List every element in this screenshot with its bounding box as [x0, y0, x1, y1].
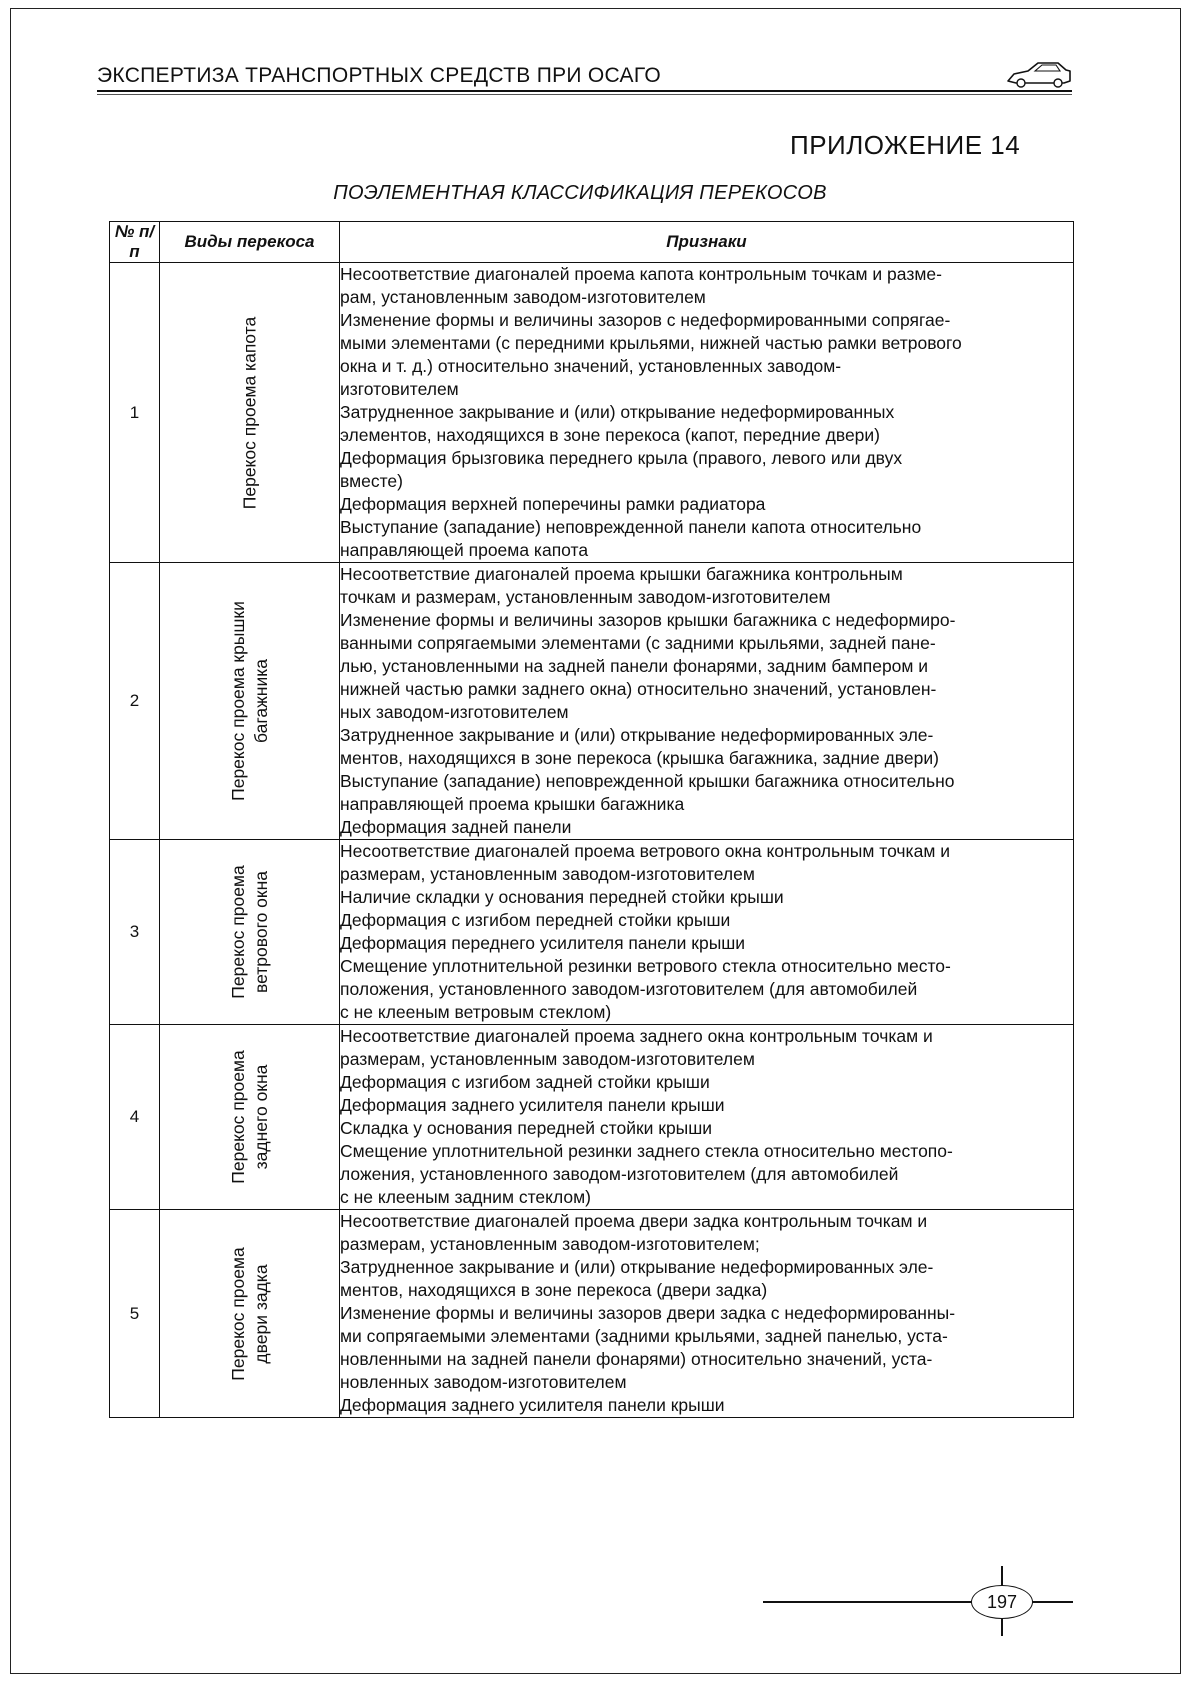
sign-line: положения, установленного заводом-изготовителем (для автомобилей [340, 979, 918, 999]
sign-line: точкам и размерам, установленным заводом-изготовителем [340, 587, 831, 607]
skew-type-cell [160, 840, 340, 1025]
row-number: 2 [110, 563, 160, 840]
sign-line: ложения, установленного заводом-изготовителем (для автомобилей [340, 1164, 899, 1184]
table-header-row [110, 222, 1074, 263]
sign-line: лью, установленными на задней панели фонарями, задним бампером и [340, 656, 929, 676]
skew-type-label [227, 1247, 273, 1380]
sign-line: Затрудненное закрывание и (или) открывание недеформированных [340, 402, 895, 422]
sign-line: Складка у основания передней стойки крыши [340, 1118, 713, 1138]
sign-line: Несоответствие диагоналей проема крышки багажника контрольным [340, 564, 903, 584]
skew-type-line: Перекос проема [227, 1050, 248, 1184]
sign-line: ментов, находящихся в зоне перекоса (крышка багажника, задние двери) [340, 748, 939, 768]
skew-type-line: ветрового окна [250, 871, 271, 993]
row-number: 5 [110, 1210, 160, 1418]
sign-line: Деформация верхней поперечины рамки радиатора [340, 494, 766, 514]
sign-line: ментов, находящихся в зоне перекоса (двери задка) [340, 1280, 768, 1300]
header-rule-thin [97, 94, 1072, 95]
sign-line: рам, установленным заводом-изготовителем [340, 287, 706, 307]
sign-line: Деформация заднего усилителя панели крыши [340, 1395, 725, 1415]
sign-line: новленными на задней панели фонарями) относительно значений, уста- [340, 1349, 933, 1369]
table-row [110, 263, 1074, 563]
sign-line: Затрудненное закрывание и (или) открывание недеформированных эле- [340, 1257, 934, 1277]
skew-type-line: двери задка [250, 1263, 271, 1364]
sign-line: Затрудненное закрывание и (или) открывание недеформированных эле- [340, 725, 934, 745]
skew-type-line: багажника [250, 659, 271, 744]
sign-line: нижней частью рамки заднего окна) относительно значений, установлен- [340, 679, 937, 699]
sign-line: Несоответствие диагоналей проема заднего окна контрольным точкам и [340, 1026, 933, 1046]
skew-type-line: заднего окна [250, 1064, 271, 1170]
signs-cell [340, 840, 1074, 1025]
skew-type-line: Перекос проема [227, 1246, 248, 1381]
sign-line: Изменение формы и величины зазоров крышки багажника с недеформиро- [340, 610, 956, 630]
sign-line: вместе) [340, 471, 403, 491]
skew-type-cell [160, 263, 340, 563]
sign-line: изготовителем [340, 379, 459, 399]
sign-line: Наличие складки у основания передней стойки крыши [340, 887, 784, 907]
running-header [97, 60, 1074, 94]
signs-cell [340, 1025, 1074, 1210]
table-body [110, 263, 1074, 1418]
sign-line: элементов, находящихся в зоне перекоса (капот, передние двери) [340, 425, 881, 445]
column-header-signs: Признаки [340, 222, 1074, 263]
sign-line: Изменение формы и величины зазоров двери задка с недеформированны- [340, 1303, 956, 1323]
signs-cell [340, 263, 1074, 563]
signs-cell [340, 1210, 1074, 1418]
sign-line: Несоответствие диагоналей проема капота контрольным точкам и разме- [340, 264, 942, 284]
sign-line: с не клееным задним стеклом) [340, 1187, 591, 1207]
skew-type-label [238, 316, 261, 508]
table-row [110, 1025, 1074, 1210]
sign-line: направляющей проема крышки багажника [340, 794, 685, 814]
skew-type-cell [160, 563, 340, 840]
row-number: 3 [110, 840, 160, 1025]
sign-line: с не клееным ветровым стеклом) [340, 1002, 612, 1022]
sign-line: Деформация с изгибом задней стойки крыши [340, 1072, 710, 1092]
table-row [110, 840, 1074, 1025]
sign-line: ми сопрягаемыми элементами (задними крыльями, задней панелью, уста- [340, 1326, 948, 1346]
table-title: ПОЭЛЕМЕНТНАЯ КЛАССИФИКАЦИЯ ПЕРЕКОСОВ [333, 182, 827, 204]
column-header-kind: Виды перекоса [160, 222, 340, 263]
skew-type-label [227, 1050, 273, 1183]
car-icon [1002, 60, 1074, 90]
sign-line: Смещение уплотнительной резинки ветрового стекла относительно место- [340, 956, 951, 976]
row-number: 1 [110, 263, 160, 563]
skew-classification-table [109, 221, 1074, 1418]
sign-line: Деформация задней панели [340, 817, 572, 837]
table-row [110, 563, 1074, 840]
sign-line: направляющей проема капота [340, 540, 589, 560]
table-row [110, 1210, 1074, 1418]
sign-line: Несоответствие диагоналей проема двери задка контрольным точкам и [340, 1211, 928, 1231]
sign-line: размерам, установленным заводом-изготовителем; [340, 1234, 760, 1254]
page-number: 197 [971, 1585, 1033, 1619]
sign-line: новленных заводом-изготовителем [340, 1372, 627, 1392]
skew-type-line: Перекос проема [227, 865, 248, 999]
skew-type-line: Перекос проема крышки [227, 601, 248, 801]
sign-line: Деформация брызговика переднего крыла (правого, левого или двух [340, 448, 903, 468]
sign-line: мыми элементами (с передними крыльями, нижней частью рамки ветрового [340, 333, 962, 353]
sign-line: Деформация с изгибом передней стойки крыши [340, 910, 731, 930]
sign-line: Деформация переднего усилителя панели крыши [340, 933, 746, 953]
sign-line: окна и т. д.) относительно значений, установленных заводом- [340, 356, 842, 376]
skew-type-cell [160, 1210, 340, 1418]
sign-line: размерам, установленным заводом-изготовителем [340, 1049, 755, 1069]
sign-line: Несоответствие диагоналей проема ветрового окна контрольным точкам и [340, 841, 950, 861]
sign-line: Деформация заднего усилителя панели крыши [340, 1095, 725, 1115]
skew-type-line: Перекос проема капота [239, 316, 259, 509]
sign-line: Выступание (западание) неповрежденной крышки багажника относительно [340, 771, 955, 791]
skew-type-label [227, 865, 273, 998]
signs-cell [340, 563, 1074, 840]
sign-line: Выступание (западание) неповрежденной панели капота относительно [340, 517, 922, 537]
row-number: 4 [110, 1025, 160, 1210]
sign-line: Изменение формы и величины зазоров с недеформированными сопрягае- [340, 310, 951, 330]
skew-type-label [227, 601, 273, 801]
header-title: ЭКСПЕРТИЗА ТРАНСПОРТНЫХ СРЕДСТВ ПРИ ОСАГО [97, 64, 661, 87]
sign-line: размерам, установленным заводом-изготовителем [340, 864, 755, 884]
appendix-title: ПРИЛОЖЕНИЕ 14 [790, 130, 1021, 160]
column-header-num: № п/п [110, 222, 160, 263]
sign-line: ванными сопрягаемыми элементами (с задними крыльями, задней пане- [340, 633, 936, 653]
sign-line: ных заводом-изготовителем [340, 702, 569, 722]
header-rule [97, 90, 1072, 92]
sign-line: Смещение уплотнительной резинки заднего стекла относительно местопо- [340, 1141, 953, 1161]
skew-type-cell [160, 1025, 340, 1210]
